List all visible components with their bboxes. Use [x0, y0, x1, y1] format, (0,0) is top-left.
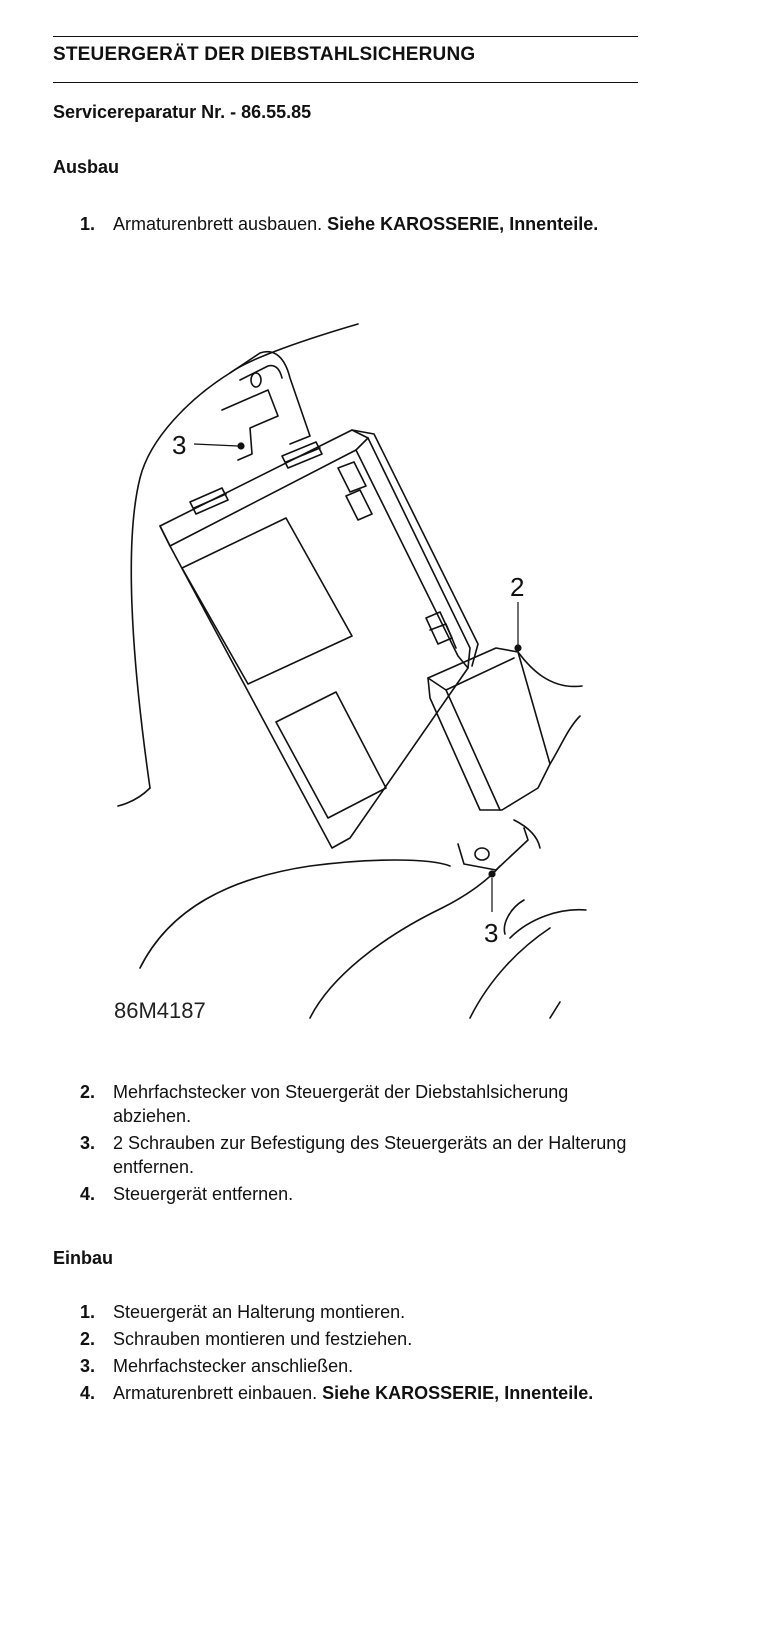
- step-number: 2.: [80, 1329, 96, 1349]
- step-number: 4.: [80, 1383, 96, 1403]
- step-text-main: Armaturenbrett ausbauen.: [113, 214, 328, 234]
- step-text: Mehrfachstecker anschließen.: [113, 1356, 354, 1376]
- step-text: [113, 1381, 640, 1405]
- callout-label-2: 2: [510, 572, 525, 602]
- list-item: [80, 1327, 640, 1351]
- step-text-main: Armaturenbrett einbauen.: [113, 1383, 323, 1403]
- list-item: [80, 1354, 640, 1378]
- removal-heading: Ausbau: [53, 157, 120, 177]
- removal-step-list-a: [80, 212, 640, 239]
- list-item: [80, 1131, 640, 1179]
- step-text: Steuergerät entfernen.: [113, 1184, 294, 1204]
- removal-step-list-b: [80, 1080, 640, 1209]
- step-number: 2.: [80, 1082, 96, 1102]
- installation-step-list: [80, 1300, 640, 1408]
- dashboard-outline: [131, 324, 358, 788]
- callout-label-3-top: 3: [172, 430, 187, 460]
- step-number: 4.: [80, 1184, 96, 1204]
- step-text: [113, 212, 640, 236]
- figure-id: 86M4187: [114, 998, 206, 1023]
- step-text: Schrauben montieren und festziehen.: [113, 1329, 413, 1349]
- list-item: [80, 212, 640, 236]
- top-rule: [53, 36, 638, 37]
- step-text: 2 Schrauben zur Befestigung des Steuergeräts an der Halterung entfernen.: [113, 1133, 627, 1177]
- step-number: 3.: [80, 1356, 96, 1376]
- step-number: 1.: [80, 214, 96, 234]
- cross-reference-link[interactable]: Siehe KAROSSERIE, Innenteile.: [327, 214, 599, 234]
- control-unit-body: [160, 430, 470, 848]
- step-number: 1.: [80, 1302, 96, 1322]
- title-rule: [53, 82, 638, 83]
- list-item: [80, 1300, 640, 1324]
- component-illustration: [110, 318, 590, 1040]
- step-number: 3.: [80, 1133, 96, 1153]
- cross-reference-link[interactable]: Siehe KAROSSERIE, Innenteile.: [322, 1383, 594, 1403]
- callout-label-3-bottom: 3: [484, 918, 499, 948]
- step-text: Mehrfachstecker von Steuergerät der Diebstahlsicherung abziehen.: [113, 1082, 569, 1126]
- installation-heading: Einbau: [53, 1248, 114, 1268]
- repair-number: Servicereparatur Nr. - 86.55.85: [53, 102, 312, 122]
- list-item: [80, 1182, 640, 1206]
- step-text: Steuergerät an Halterung montieren.: [113, 1302, 406, 1322]
- page-title: STEUERGERÄT DER DIEBSTAHLSICHERUNG: [53, 44, 476, 65]
- list-item: [80, 1381, 640, 1405]
- list-item: [80, 1080, 640, 1128]
